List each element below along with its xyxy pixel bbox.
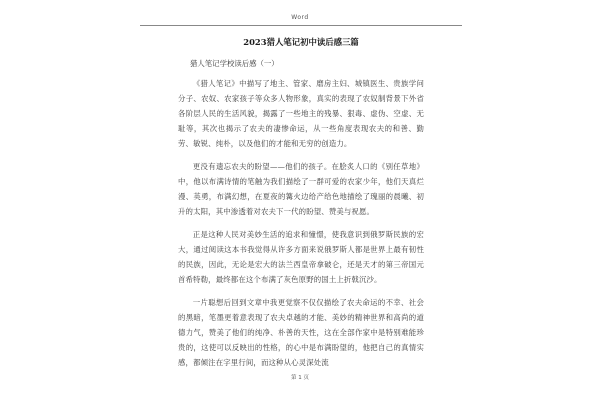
- paragraph: 正是这种人民对美妙生活的追求和憧憬，使我意识到俄罗斯民族的宏大，通过阅读这本书我觉得从许多方面来说俄罗斯人都是世界上最有韧性的民族，因此，无论是宏大的法兰西皇帝拿破仑，还是天才的第三帝国元首希特勒，最终都在这个布满了灰色原野的国土上折戟沉沙。: [178, 230, 424, 284]
- paragraph: 更没有遗忘农夫的盼望——他们的孩子。在脍炙人口的《别任草地》中，他以布满诗情的笔触为我们描绘了一群可爱的农家少年，他们天真烂漫、英勇，布满幻想，在夏夜的篝火边给产给色地描绘了瑰丽的晨曦、初升的太阳，其中渗透着对农夫下一代的盼望、赞美与祝愿。: [178, 162, 424, 216]
- document-title: 2023猎人笔记初中读后感三篇: [243, 37, 359, 47]
- document-body: [178, 36, 424, 378]
- header-label: Word: [291, 14, 309, 21]
- header-divider: [140, 25, 462, 26]
- paragraph: 一片聪想后回到文章中我更觉察不仅仅描绘了农夫命运的不幸、社会的黑暗，笔墨更着意表现了农夫卓越的才能、美妙的精神世界和高尚的道德力气，赞美了他们的纯净、朴善的天性，这在全部作家中是特别难能珍贵的，这使可以反映出的性格，的心中是布满盼望的，他把自己的真情实感，都倾注在字里行间，而这种从心灵深处流: [178, 298, 424, 367]
- paragraph: 《猎人笔记》中描写了地主、管家、磨房主妇、城镇医生、贵族学问分子、农奴、农家孩子等众多人物形象，真实的表现了农奴制背景下外省各阶层人民的生活风貌，揭露了一些地主的残暴、狠毒、虚伪、空虚、无耻等，其次也揭示了农夫的凄惨命运，从一些角度表现农夫的和善、勤劳、敏锐、纯朴，以及他们的才能和无穷的创造力。: [178, 79, 424, 148]
- page-number: 第 1 页: [291, 375, 309, 381]
- section-subtitle: 猎人笔记学校读后感（一）: [190, 59, 279, 68]
